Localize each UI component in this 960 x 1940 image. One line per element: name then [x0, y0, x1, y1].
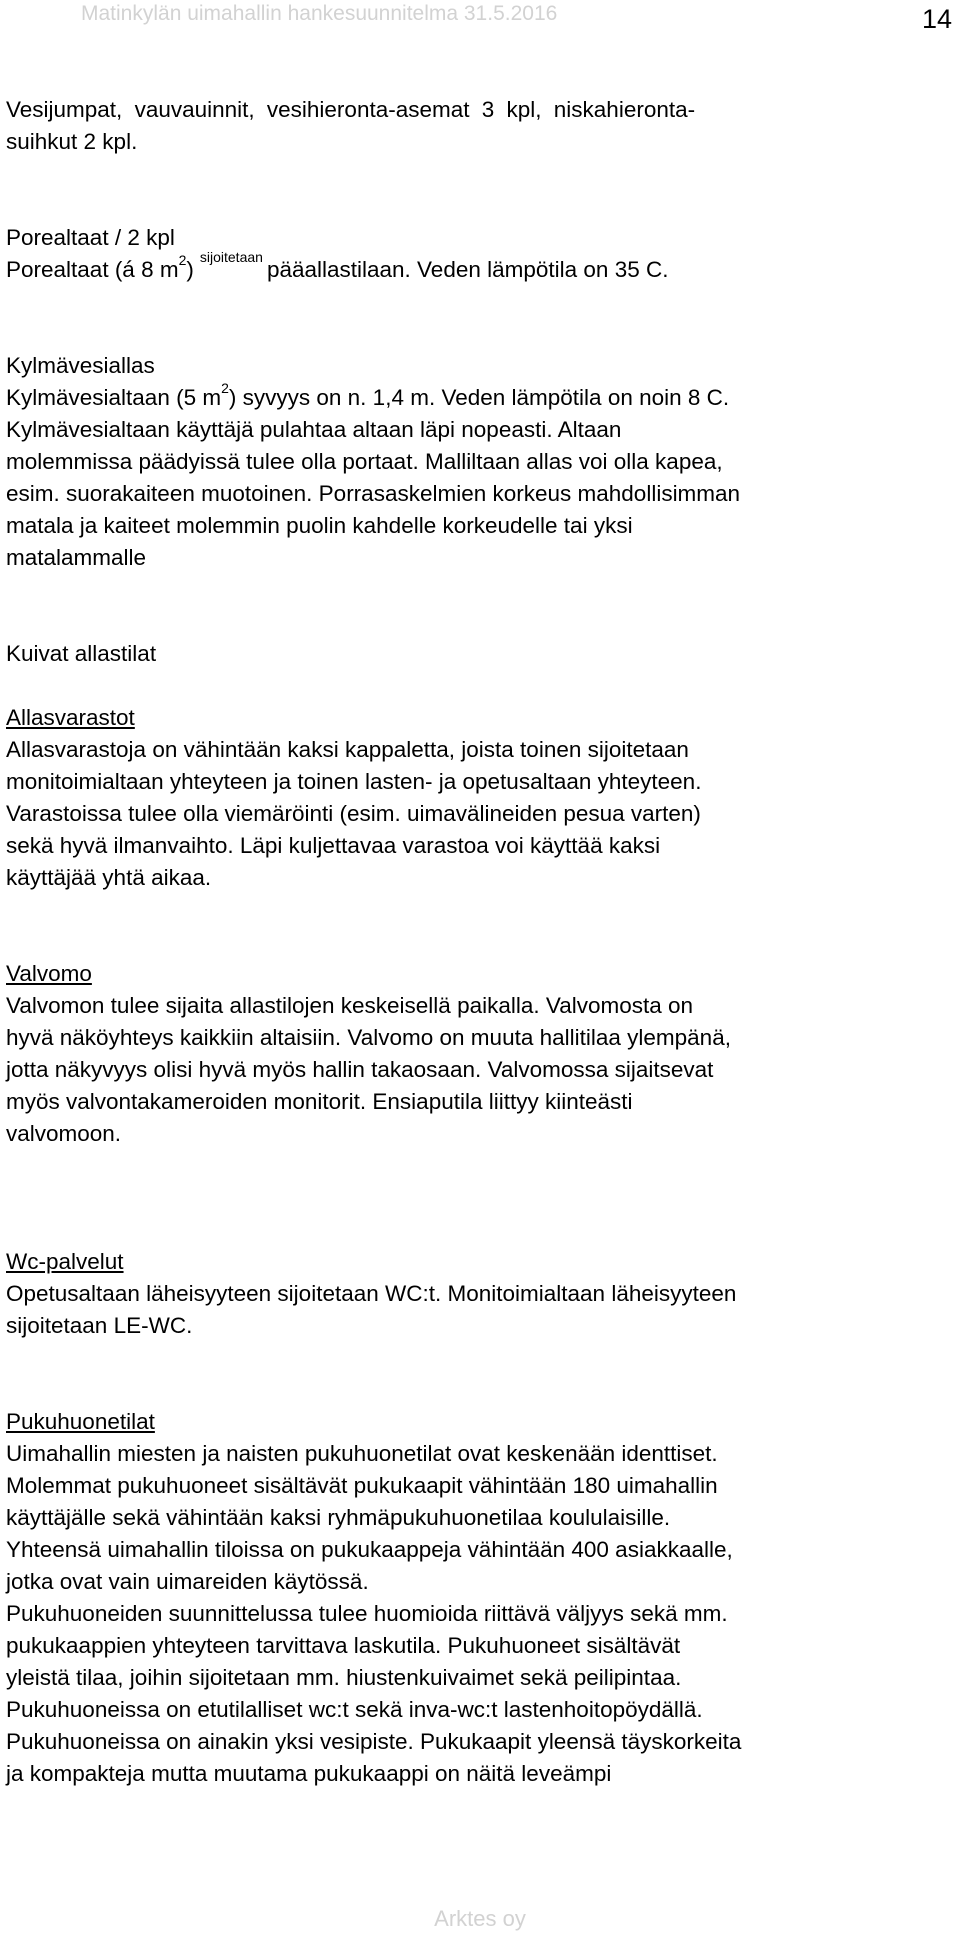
allasvarastot-line-3: Varastoissa tulee olla viemäröinti (esim. uimavälineiden pesua varten) [6, 801, 701, 826]
pukuhuone-line-9: Pukuhuoneissa on etutilalliset wc:t sekä inva-wc:t lastenhoitopöydällä. [6, 1697, 703, 1722]
kylmavesiallas-line-1: Kylmävesialtaan (5 $m^2$) syvyys on n. 1,4 m. Veden lämpötila on noin 8 C. [6, 380, 730, 410]
heading-kylmavesiallas: Kylmävesiallas [6, 353, 155, 378]
header-title: Matinkylän uimahallin hankesuunnitelma 31.5.2016 [81, 2, 558, 25]
heading-allasvarastot: Allasvarastot [6, 705, 135, 730]
wc-line-2: sijoitetaan LE-WC. [6, 1313, 193, 1338]
pukuhuone-line-8: yleistä tilaa, joihin sijoitetaan mm. hiustenkuivaimet sekä peilipintaa. [6, 1665, 682, 1690]
porealtaat-text: Porealtaat (á 8 $m^2$) $^{sijoitetaan}$ pääallastilaan. Veden lämpötila on 35 C. [6, 249, 669, 282]
intro-line-1: Vesijumpat, vauvauinnit, vesihieronta-asemat 3 kpl, niskahieronta- [6, 97, 696, 122]
allasvarastot-line-1: Allasvarastoja on vähintään kaksi kappaletta, joista toinen sijoitetaan [6, 737, 689, 762]
heading-wc-palvelut: Wc-palvelut [6, 1249, 124, 1274]
valvomo-line-5: valvomoon. [6, 1121, 122, 1146]
valvomo-line-2: hyvä näköyhteys kaikkiin altaisiin. Valvomo on muuta hallitilaa ylempänä, [6, 1025, 731, 1050]
kylmavesiallas-line-3: molemmissa päädyissä tulee olla portaat. Malliltaan allas voi olla kapea, [6, 449, 723, 474]
intro-line-2: suihkut 2 kpl. [6, 129, 138, 154]
page-number: 14 [922, 4, 953, 34]
kylmavesiallas-line-4: esim. suorakaiteen muotoinen. Porrasaskelmien korkeus mahdollisimman [6, 481, 741, 506]
allasvarastot-line-2: monitoimialtaan yhteyteen ja toinen lasten- ja opetusaltaan yhteyteen. [6, 769, 702, 794]
footer-company: Arktes oy [434, 1906, 526, 1931]
pukuhuone-line-1: Uimahallin miesten ja naisten pukuhuonetilat ovat keskenään identtiset. [6, 1441, 718, 1466]
valvomo-line-1: Valvomon tulee sijaita allastilojen keskeisellä paikalla. Valvomosta on [6, 993, 694, 1018]
valvomo-line-3: jotta näkyvyys olisi hyvä myös hallin takaosaan. Valvomossa sijaitsevat [6, 1057, 714, 1082]
pukuhuone-line-10: Pukuhuoneissa on ainakin yksi vesipiste. Pukukaapit yleensä täyskorkeita [6, 1729, 742, 1754]
heading-kuivat-allastilat: Kuivat allastilat [6, 641, 157, 666]
kylmavesiallas-line-6: matalammalle [6, 545, 147, 570]
pukuhuone-line-7: pukukaappien yhteyteen tarvittava laskutila. Pukuhuoneet sisältävät [6, 1633, 681, 1658]
pukuhuone-line-3: käyttäjälle sekä vähintään kaksi ryhmäpukuhuonetilaa koululaisille. [6, 1505, 671, 1530]
kylmavesiallas-line-5: matala ja kaiteet molemmin puolin kahdelle korkeudelle tai yksi [6, 513, 633, 538]
pukuhuone-line-2: Molemmat pukuhuoneet sisältävät pukukaapit vähintään 180 uimahallin [6, 1473, 718, 1498]
wc-line-1: Opetusaltaan läheisyyteen sijoitetaan WC:t. Monitoimialtaan läheisyyteen [6, 1281, 737, 1306]
document-body [6, 94, 958, 1790]
allasvarastot-line-5: käyttäjää yhtä aikaa. [6, 865, 212, 890]
pukuhuone-line-11: ja kompakteja mutta muutama pukukaappi on näitä leveämpi [6, 1761, 612, 1786]
heading-porealtaat: Porealtaat / 2 kpl [6, 225, 175, 250]
heading-pukuhuonetilat: Pukuhuonetilat [6, 1409, 155, 1434]
allasvarastot-line-4: sekä hyvä ilmanvaihto. Läpi kuljettavaa varastoa voi käyttää kaksi [6, 833, 661, 858]
heading-valvomo: Valvomo [6, 961, 92, 986]
pukuhuone-line-5: jotka ovat vain uimareiden käytössä. [6, 1569, 369, 1594]
pukuhuone-line-4: Yhteensä uimahallin tiloissa on pukukaappeja vähintään 400 asiakkaalle, [6, 1537, 733, 1562]
kylmavesiallas-line-2: Kylmävesialtaan käyttäjä pulahtaa altaan läpi nopeasti. Altaan [6, 417, 622, 442]
valvomo-line-4: myös valvontakameroiden monitorit. Ensiaputila liittyy kiinteästi [6, 1089, 633, 1114]
pukuhuone-line-6: Pukuhuoneiden suunnittelussa tulee huomioida riittävä väljyys sekä mm. [6, 1601, 728, 1626]
